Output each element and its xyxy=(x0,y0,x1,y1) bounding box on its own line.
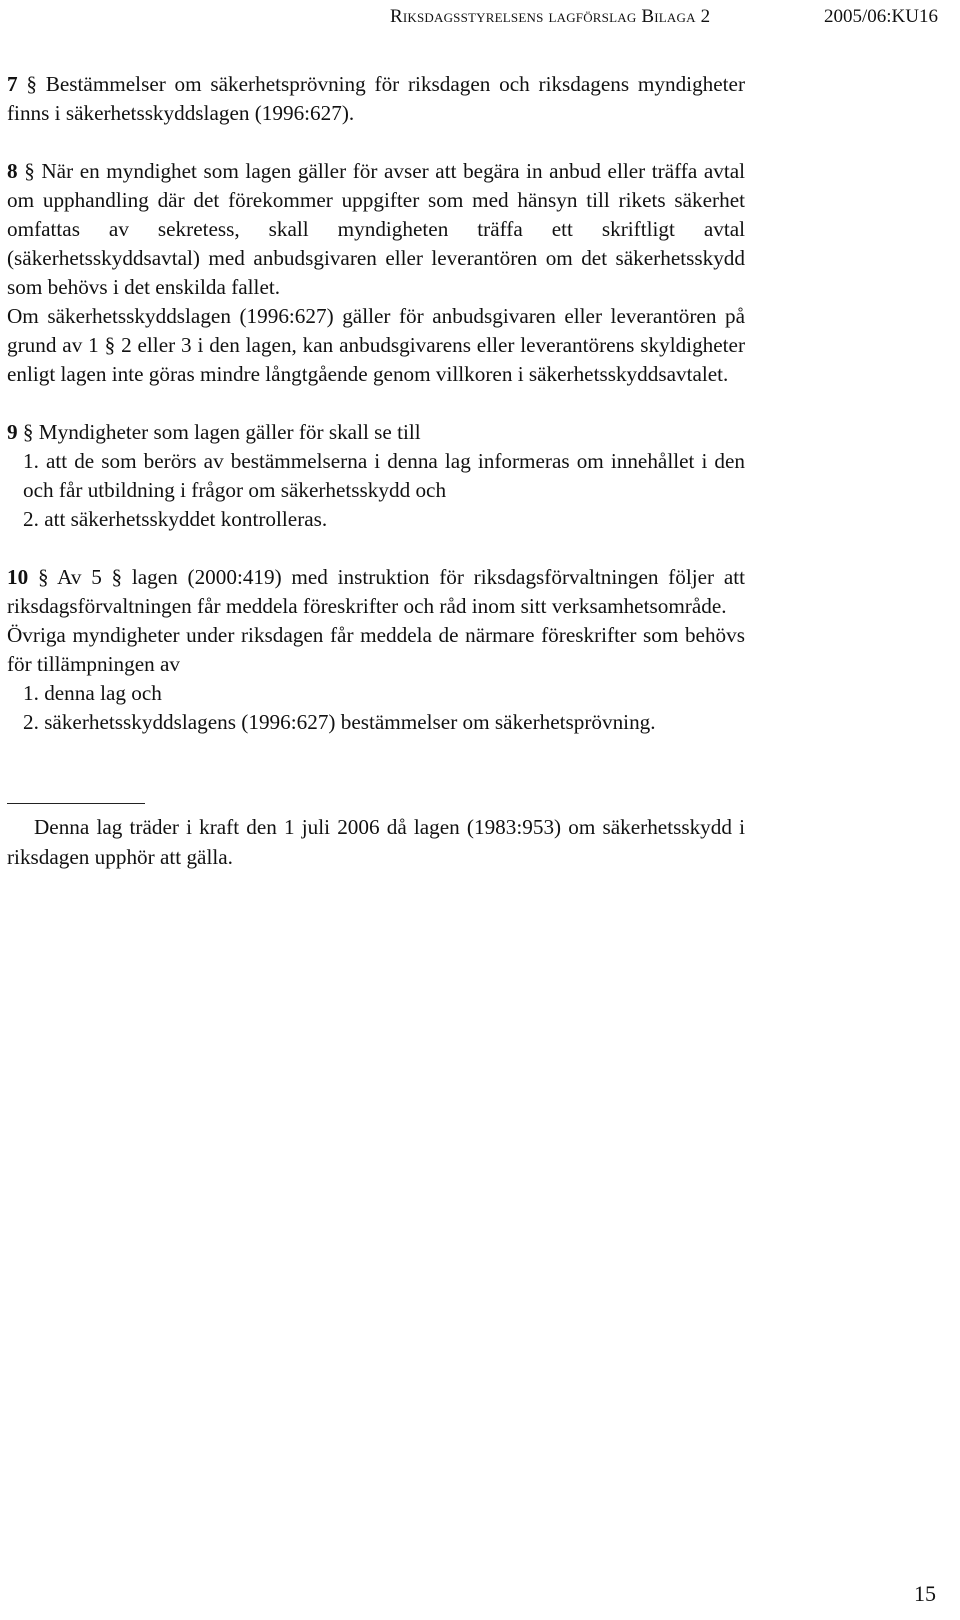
section-10-text: lagen (2000:419) med instruktion för riksdagsförvaltningen följer att riksdagsförvaltningen får meddela föreskrifter och råd inom sitt verksamhetsområde. xyxy=(7,565,745,618)
footnote-divider xyxy=(7,803,145,804)
page-header xyxy=(390,6,938,30)
document-body xyxy=(7,70,745,766)
section-8-paragraph-1 xyxy=(7,157,745,302)
section-sign: § xyxy=(111,565,123,589)
section-10-paragraph-2: Övriga myndigheter under riksdagen får meddela de närmare föreskrifter som behövs för tillämpningen av xyxy=(7,623,745,676)
footnote xyxy=(7,812,745,872)
section-10-av: Av 5 xyxy=(57,565,102,589)
section-8 xyxy=(7,157,745,389)
section-7 xyxy=(7,70,745,128)
header-document-number: 2005/06:KU16 xyxy=(824,6,938,27)
section-9 xyxy=(7,418,745,534)
section-9-text: Myndigheter som lagen gäller för skall se till xyxy=(38,420,421,444)
section-8-p2-after: 2 eller 3 i den lagen, kan anbudsgivarens eller leverantörens skyldigheter enligt lagen inte göras mindre långtgående genom villkoren i säkerhetsskyddsavtalet. xyxy=(7,333,746,386)
section-9-paragraph xyxy=(7,418,745,447)
section-sign: § xyxy=(22,420,34,444)
section-8-paragraph-2 xyxy=(7,302,745,389)
header-document-title: Riksdagsstyrelsens lagförslag Bilaga 2 xyxy=(390,6,711,27)
footnote-text: Denna lag träder i kraft den 1 juli 2006 då lagen (1983:953) om säkerhetsskydd i riksdagen upphör att gälla. xyxy=(7,815,745,869)
section-number: 7 xyxy=(7,72,18,96)
section-number: 10 xyxy=(7,565,29,589)
section-7-text: Bestämmelser om säkerhetsprövning för riksdagen och riksdagens myndigheter finns i säkerhetsskyddslagen (1996:627). xyxy=(7,72,746,125)
list-item: 1. denna lag och xyxy=(23,681,162,705)
section-10 xyxy=(7,563,745,737)
section-8-text: När en myndighet som lagen gäller för avser att begära in anbud eller träffa avtal om upphandling där det förekommer uppgifter som med hänsyn till rikets säkerhet omfattas av sekretess, skall myndigheten träffa ett skriftligt avtal (säkerhetsskyddsavtal) med anbudsgivaren eller leverantören om det säkerhetsskydd som behövs i det enskilda fallet. xyxy=(7,159,746,299)
section-number: 8 xyxy=(7,159,18,183)
section-7-paragraph xyxy=(7,70,745,128)
section-10-paragraph-1 xyxy=(7,563,745,621)
section-sign: § xyxy=(104,333,116,357)
page-number: 15 xyxy=(914,1581,936,1606)
section-sign: § xyxy=(37,565,49,589)
list-item: 2. att säkerhetsskyddet kontrolleras. xyxy=(23,507,328,531)
list-item: 1. att de som berörs av bestämmelserna i denna lag informeras om innehållet i den och får utbildning i frågor om säkerhetsskydd och xyxy=(23,449,745,502)
section-8-p2-before: Om säkerhetsskyddslagen (1996:627) gäller för anbudsgivaren eller leverantören på grund av 1 xyxy=(7,304,745,357)
list-item: 2. säkerhetsskyddslagens (1996:627) bestämmelser om säkerhetsprövning. xyxy=(23,710,656,734)
section-sign: § xyxy=(26,72,37,96)
section-number: 9 xyxy=(7,420,18,444)
section-sign: § xyxy=(24,159,35,183)
